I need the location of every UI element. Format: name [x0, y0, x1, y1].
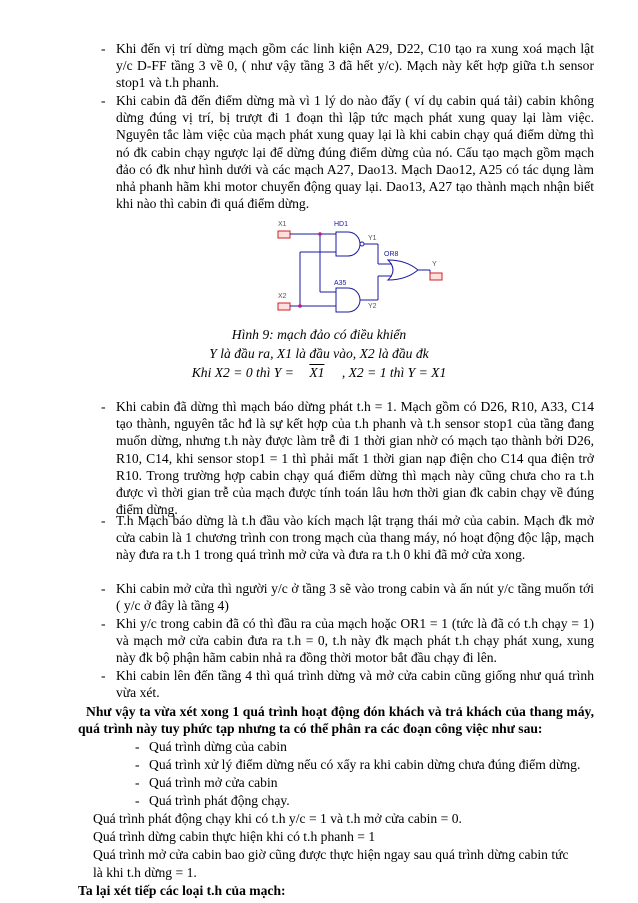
bullet-text-7: Khi cabin lên đến tầng 4 thì quá trình dừng và mở cửa cabin cũng giống như quá trình vừa xét.	[116, 668, 594, 701]
paragraph-door-line2: là khi t.h dừng = 1.	[93, 865, 197, 880]
caption-line3-c: , X2 = 1 thì Y = X1	[341, 365, 447, 380]
paragraph-door-line1: Quá trình mở cửa cabin bao giờ cũng được thực hiện ngay sau quá trình dừng cabin tức	[93, 847, 569, 862]
caption-line3-a: Khi X2 = 0 thì Y =	[191, 365, 294, 380]
label-or8: OR8	[384, 251, 399, 258]
paragraph-stop: Quá trình dừng cabin thực hiện khi có t.h phanh = 1	[93, 829, 376, 844]
bullet-dash: -	[101, 513, 106, 528]
bullet-dash: -	[101, 581, 106, 596]
bullet-text-1: Khi đến vị trí dừng mạch gồm các linh kiện A29, D22, C10 tạo ra xung xoá mạch lật y/c D-FF tầng 3 về 0, ( như vậy tầng 3 đã hết y/c). Mạch này kết hợp giữa t.h sensor stop1 và t.h phanh.	[116, 41, 594, 91]
bullet-text-4: T.h Mạch báo dừng là t.h đầu vào kích mạch lật trạng thái mở của cabin. Mạch đk mở cửa cabin là 1 chương trình con trong mạch của thang máy, nó hoạt động độc lập, mạch này đưa ra t.h 1 trong quá trình mở cửa và đưa ra t.h 0 khi đã mở cửa xong.	[116, 513, 594, 563]
sub-list-item-3: Quá trình mở cửa cabin	[149, 775, 278, 790]
bullet-dash: -	[101, 668, 106, 683]
sub-list-dash: -	[135, 757, 140, 772]
bullet-dash: -	[101, 616, 106, 631]
label-y2: Y2	[368, 303, 377, 310]
figure-caption-title: Hình 9: mạch đảo có điều khiển	[231, 327, 407, 342]
paragraph-start-run: Quá trình phát động chạy khi có t.h y/c = 1 và t.h mở cửa cabin = 0.	[93, 811, 462, 826]
sub-list-item-2: Quá trình xử lý điểm dừng nếu có xẩy ra khi cabin dừng chưa đúng điểm dừng.	[149, 757, 581, 772]
label-hd1: HD1	[334, 221, 349, 228]
label-x1: X1	[278, 221, 287, 228]
bullet-dash: -	[101, 399, 106, 414]
sub-list-dash: -	[135, 739, 140, 754]
label-a35: A35	[334, 280, 347, 287]
bullet-text-3: Khi cabin đã dừng thì mạch báo dừng phát t.h = 1. Mạch gồm có D26, R10, A33, C14 tạo thành, nguyên tắc hđ là sự kết hợp của t.h phanh và t.h sensor stop1 của tầng đang muốn dừng, nhưng t.h này được làm trễ đi 1 thời gian nhờ có mạch tạo thành bởi D26, R10, C14, khi sensor stop1 = 1 thì phải mất 1 thời gian nạp điện cho C14 qua điện trở R10. Trong trường hợp cabin chạy quá điểm dừng thì mạch này cũng chưa cho ra t.h được vì thời gian trễ của mạch được tính toán lâu hơn thời gian đk cabin chạy về đúng điểm dừng.	[116, 399, 594, 518]
bullet-dash: -	[101, 41, 106, 56]
figure-caption-line2: Y là đầu ra, X1 là đầu vào, X2 là đầu đk	[209, 346, 429, 361]
figure-caption-line3	[0, 364, 638, 381]
inverter-circuit-diagram	[270, 212, 450, 316]
label-y: Y	[432, 261, 437, 268]
summary-paragraph: Như vậy ta vừa xét xong 1 quá trình hoạt động đón khách và trả khách của thang máy, quá trình này tuy phức tạp nhưng ta có thể phân ra các đoạn công việc như sau:	[78, 704, 594, 737]
caption-x1-bar: X1	[309, 365, 325, 380]
final-heading: Ta lại xét tiếp các loại t.h của mạch:	[78, 883, 286, 898]
sub-list-item-4: Quá trình phát động chạy.	[149, 793, 290, 808]
sub-list-dash: -	[135, 793, 140, 808]
bullet-dash: -	[101, 93, 106, 108]
bullet-text-5: Khi cabin mở cửa thì người y/c ở tầng 3 sẽ vào trong cabin và ấn nút y/c tầng muốn tới ( y/c ở đây là tầng 4)	[116, 581, 594, 614]
sub-list-item-1: Quá trình dừng của cabin	[149, 739, 287, 754]
bullet-text-2: Khi cabin đã đến điểm dừng mà vì 1 lý do nào đấy ( ví dụ cabin quá tải) cabin không dừng đúng vị trí, bị trượt đi 1 đoạn thì lập tức mạch phát xung quay lại làm việc. Nguyên tắc làm việc của mạch phát xung quay lại là khi cabin chạy quá điểm dừng thì nó đk cabin chạy ngược lại để dừng đúng điểm dừng của nó. Cấu tạo mạch gồm mạch đảo có đk như hình dưới và các mạch A27, Dao13. Mạch Dao12, A25 có tác dụng làm nhả phanh hãm khi motor chuyển động quay lại. Dao13, A27 tạo thành mạch nhận biết khi nào thì cabin đi quá điểm dừng.	[116, 93, 594, 212]
sub-list-dash: -	[135, 775, 140, 790]
label-y1: Y1	[368, 235, 377, 242]
label-x2: X2	[278, 293, 287, 300]
bullet-text-6: Khi y/c trong cabin đã có thì đầu ra của mạch hoặc OR1 = 1 (tức là đã có t.h chạy = 1) và mạch mở cửa cabin đưa ra t.h = 0, t.h này đk mạch phát t.h chạy phát xung, xung này đk bộ phận hãm cabin nhả ra đồng thời motor bắt đầu chạy đi lên.	[116, 616, 594, 666]
